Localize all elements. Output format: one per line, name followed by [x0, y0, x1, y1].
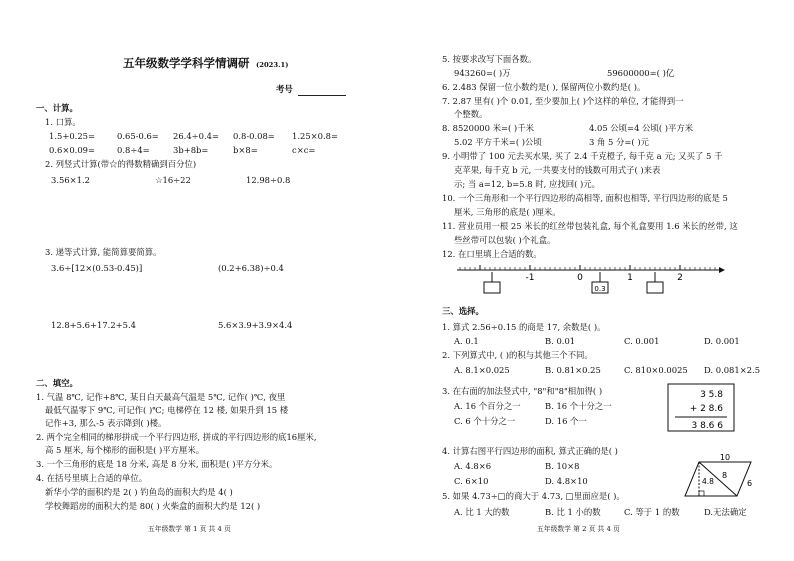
- oral-item: 0.65-0.6=: [117, 131, 159, 141]
- choice-option[interactable]: A. 16 个百分之一: [454, 401, 521, 411]
- choice-question: 4. 计算右图平行四边形的面积, 算式正确的是( ): [442, 446, 618, 456]
- q5-item: 59600000=( )亿: [607, 68, 675, 78]
- tick-label: -1: [525, 273, 535, 283]
- fill-line: 最低气温零下 9℃, 可记作( )℃; 电梯停在 12 楼, 如果升到 15 楼: [45, 405, 289, 415]
- q7-line: 个整数。: [454, 109, 488, 119]
- exam-year: (2023.1): [256, 61, 289, 69]
- q8-item: 3 角 5 分=( )元: [589, 137, 649, 147]
- choice-option[interactable]: A. 4.8×6: [454, 461, 492, 471]
- q8-item: 8. 8520000 米=( )千米: [442, 123, 534, 133]
- tick-label: 1: [627, 273, 633, 283]
- oral-item: 26.4÷0.4=: [173, 131, 220, 141]
- q11-line: 11. 营业员用一根 25 米长的红丝带包装礼盒, 每个礼盒要用 1.6 米长的丝带, 这: [442, 221, 738, 231]
- answer-box[interactable]: [484, 282, 500, 293]
- answer-box[interactable]: [647, 282, 663, 293]
- choice-option[interactable]: A. 比 1 大的数: [454, 507, 510, 517]
- q3-label: 3. 递等式计算, 能简算要简算。: [45, 247, 162, 257]
- exam-number-label: 考号: [276, 84, 293, 94]
- answer-box-value: 0.3: [594, 285, 606, 293]
- choice-option[interactable]: C. 6 个十分之一: [454, 416, 516, 426]
- choice-option[interactable]: B. 0.01: [545, 336, 576, 346]
- height-label: 4.8: [702, 477, 714, 486]
- choice-option[interactable]: C. 810×0.0025: [624, 365, 688, 375]
- choice-option[interactable]: D.无法确定: [704, 507, 747, 517]
- exam-title: 五年级数学学科学情调研: [123, 56, 250, 70]
- fill-line: 4. 在括号里填上合适的单位。: [36, 473, 148, 483]
- choice-option[interactable]: D. 16 个一: [545, 416, 587, 426]
- q7-line: 7. 2.87 里有( )个 0.01, 至少要加上( )个这样的单位, 才能得到一: [442, 96, 684, 106]
- oral-item: 0.6×0.09=: [49, 145, 96, 155]
- choice-option[interactable]: D. 0.001: [704, 336, 740, 346]
- vertical-line: 3 8.6 6: [691, 421, 723, 431]
- fill-line: 新华小学的面积约是 2( ) 钓鱼岛的面积大约是 4( ): [45, 487, 233, 497]
- oral-item: 1.5+0.25=: [49, 131, 96, 141]
- tick-label: 2: [677, 273, 683, 283]
- vertical-addition: [667, 383, 737, 433]
- q9-line: 示; 当 a=12, b=5.8 时, 应找回( )元。: [454, 179, 601, 189]
- choice-option[interactable]: B. 16 个十分之一: [545, 401, 612, 411]
- choice-question: 2. 下列算式中, ( )的积与其他三个不同。: [442, 350, 593, 360]
- q11-line: 些丝带可以包装( )个礼盒。: [454, 235, 556, 245]
- choice-option[interactable]: D. 0.081×2.5: [704, 365, 761, 375]
- right-page: [397, 0, 794, 561]
- q5-label: 5. 按要求改写下面各数。: [442, 54, 537, 64]
- fill-line: 3. 一个三角形的底是 18 分米, 高是 8 分米, 面积是( )平方分米。: [36, 459, 278, 469]
- vertical-line: 3 5.8: [700, 390, 723, 400]
- q9-line: 克苹果, 每千克 b 元, 一共要支付的钱数可用式子( )来表: [454, 165, 661, 175]
- side-label: 10: [719, 453, 731, 462]
- q2-label: 2. 列竖式计算(带☆的得数精确到百分位): [45, 159, 197, 169]
- q9-line: 9. 小明带了 100 元去买水果, 买了 2.4 千克橙子, 每千克 a 元; 又买了 5 千: [442, 151, 723, 161]
- section-3-title: 三、选择。: [442, 306, 484, 316]
- side-label: 6: [747, 479, 753, 488]
- choice-option[interactable]: B. 比 1 小的数: [545, 507, 601, 517]
- q10-line: 10. 一个三角形和一个平行四边形的高相等, 面积也相等, 平行四边形的底是 5: [442, 193, 728, 203]
- q6: 6. 2.483 保留一位小数约是( ), 保留两位小数约是( )。: [442, 82, 646, 92]
- vertical-line: + 2 8.6: [689, 404, 723, 414]
- choice-option[interactable]: C. 0.001: [624, 336, 660, 346]
- q2-item: ☆16÷22: [155, 175, 191, 185]
- choice-option[interactable]: C. 等于 1 的数: [624, 507, 680, 517]
- oral-item: 3b+8b=: [173, 145, 209, 155]
- choice-question: 1. 算式 2.56÷0.15 的商是 17, 余数是( )。: [442, 322, 606, 332]
- tick-label: 0: [577, 273, 583, 283]
- q12-label: 12. 在口里填上合适的数。: [442, 249, 542, 259]
- q2-item: 12.98÷0.8: [246, 175, 291, 185]
- page-footer: 五年级数学 第 2 页 共 4 页: [537, 525, 620, 533]
- q5-item: 943260=( )万: [454, 68, 511, 78]
- oral-item: c×c=: [292, 145, 316, 155]
- oral-item: 1.25×0.8=: [292, 131, 339, 141]
- diagonal-label: 8: [722, 471, 728, 480]
- q3-item: 5.6×3.9+3.9×4.4: [218, 320, 293, 330]
- section-2-title: 二、填空。: [36, 378, 78, 388]
- fill-line: 记作+3, 那么-5 表示降到( )楼。: [45, 418, 167, 428]
- q1-label: 1. 口算。: [45, 117, 81, 127]
- oral-item: b×8=: [233, 145, 258, 155]
- choice-option[interactable]: A. 0.1: [454, 336, 479, 346]
- q3-item: 12.8+5.6+17.2+5.4: [51, 320, 136, 330]
- section-1-title: 一、计算。: [36, 103, 78, 113]
- choice-option[interactable]: B. 10×8: [545, 461, 580, 471]
- q8-item: 4.05 公顷=4 公顷( )平方米: [589, 123, 694, 133]
- fill-line: 1. 气温 8℃, 记作+8℃, 某日白天最高气温是 5℃, 记作( )℃, 夜里: [36, 392, 286, 402]
- choice-option[interactable]: B. 0.81×0.25: [545, 365, 601, 375]
- q3-item: 3.6÷[12×(0.53-0.45)]: [51, 263, 143, 273]
- choice-option[interactable]: C. 6×10: [454, 476, 489, 486]
- exam-number-blank[interactable]: [298, 95, 346, 96]
- q8-item: 5.02 平方千米=( )公顷: [454, 137, 542, 147]
- q10-line: 厘米, 三角形的底是( )厘米。: [454, 207, 561, 217]
- oral-item: 0.8-0.08=: [233, 131, 275, 141]
- parallelogram-figure: [679, 452, 759, 502]
- fill-line: 学校舞蹈房的面积大约是 80( ) 火柴盒的面积大约是 12( ): [45, 501, 261, 511]
- q2-item: 3.56×1.2: [51, 175, 90, 185]
- fill-line: 高 5 厘米, 每个梯形的面积是( )平方厘米。: [45, 445, 205, 455]
- fill-line: 2. 两个完全相同的梯形拼成一个平行四边形, 拼成的平行四边形的底16厘米,: [36, 432, 317, 442]
- number-line: [457, 262, 727, 296]
- oral-item: 0.8÷4=: [117, 145, 150, 155]
- choice-question: 3. 在右面的加法竖式中, "8"和"8"相加得( ): [442, 386, 603, 396]
- choice-option[interactable]: A. 8.1×0.025: [454, 365, 510, 375]
- choice-option[interactable]: D. 4.8×10: [545, 476, 588, 486]
- q3-item: (0.2+6.38)÷0.4: [218, 263, 284, 273]
- page-footer: 五年级数学 第 1 页 共 4 页: [148, 525, 231, 533]
- choice-question: 5. 如果 4.73÷□的商大于 4.73, □里面应是( )。: [442, 491, 625, 501]
